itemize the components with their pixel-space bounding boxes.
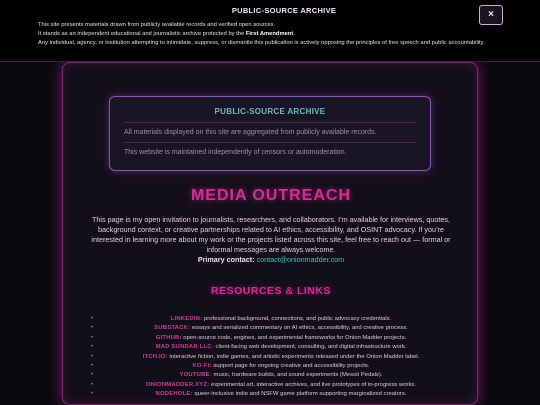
- page-title: MEDIA OUTREACH: [190, 187, 352, 204]
- resource-description: professional background, connections, and public advocacy credentials.: [203, 316, 392, 322]
- list-item: [91, 390, 471, 399]
- public-source-banner: [0, 0, 540, 62]
- banner-line-2-period: .: [293, 31, 295, 37]
- onionmadder-xyz-link[interactable]: ONIONMADDER.XYZ:: [145, 381, 210, 388]
- contact-label: Primary contact:: [197, 255, 255, 264]
- itchio-link[interactable]: ITCH.IO:: [142, 353, 168, 360]
- resource-description: client-facing web development, consulting, and digital infrastructure work.: [215, 344, 407, 351]
- close-icon: ×: [488, 9, 494, 20]
- youtube-link[interactable]: YOUTUBE:: [179, 372, 212, 379]
- contact-email-link[interactable]: contact@onionmadder.com: [256, 255, 345, 264]
- list-item: [91, 362, 471, 371]
- resource-description: experimental art, interactive archives, and live prototypes of in-progress works.: [211, 381, 416, 388]
- resource-description: music, hardware builds, and sound experiments (Messō Pedals).: [213, 372, 383, 379]
- intro-paragraph: [87, 215, 455, 265]
- resource-description: queer-inclusive indie and NSFW game platform supporting marginalized creators.: [194, 391, 407, 398]
- list-item: [91, 381, 471, 390]
- mad-sundar-link[interactable]: MAD SUNDAR LLC:: [155, 344, 214, 351]
- resources-heading: RESOURCES & LINKS: [211, 285, 331, 297]
- resource-description: interactive fiction, indie games, and artistic experiments released under the Onion Madder label.: [169, 353, 420, 360]
- notice-title: PUBLIC-SOURCE ARCHIVE: [214, 107, 326, 116]
- close-banner-button[interactable]: [479, 5, 503, 25]
- banner-title: PUBLIC-SOURCE ARCHIVE: [231, 6, 337, 15]
- list-item: [91, 334, 471, 343]
- first-amendment-text: First Amendment: [245, 31, 294, 37]
- resource-description: support page for ongoing creative and accessibility projects.: [213, 363, 370, 370]
- nodehole-link[interactable]: NODEHOLE:: [155, 391, 193, 398]
- list-item: [91, 324, 471, 333]
- list-item: [91, 315, 471, 324]
- resource-description: open-source code, engines, and experimental frameworks for Onion Madder projects.: [183, 334, 407, 341]
- github-link[interactable]: GITHUB:: [155, 334, 182, 341]
- notice-divider: [124, 122, 416, 123]
- notice-line-1: All materials displayed on this site are aggregated from publicly available records.: [124, 129, 377, 136]
- notice-divider: [124, 142, 416, 143]
- intro-text: This page is my open invitation to journalists, researchers, and collaborators. I’m available for interviews, quotes, background context, or creative partnerships related to AI ethics, accessibility, and OSINT advocacy. If you’re interested in learning more about my work or the projects listed across this site, feel free to reach out — formal or informal messages are always welcome.: [91, 215, 451, 254]
- resources-list: [91, 315, 471, 400]
- list-item: [91, 343, 471, 352]
- resource-description: essays and serialized commentary on AI ethics, accessibility, and creative process.: [191, 325, 408, 332]
- banner-line-3: Any individual, agency, or institution attempting to intimidate, suppress, or dismantle this publication is actively opposing the principles of free speech and public accountability.: [38, 40, 485, 46]
- kofi-link[interactable]: KO-FI:: [192, 363, 212, 370]
- banner-line-2: [38, 30, 498, 39]
- main-panel: [62, 62, 478, 405]
- banner-line-1: This site presents materials drawn from publicly available records and verified open sources.: [38, 22, 276, 28]
- substack-link[interactable]: SUBSTACK:: [154, 325, 191, 332]
- list-item: [91, 353, 471, 362]
- notice-line-2: This website is maintained independently of censors or automoderation.: [124, 149, 347, 156]
- list-item: [91, 371, 471, 380]
- archive-notice-card: [109, 96, 431, 171]
- linkedin-link[interactable]: LINKEDIN:: [170, 316, 203, 322]
- banner-line-2-text: It stands as an independent educational and journalistic archive protected by the: [38, 31, 246, 37]
